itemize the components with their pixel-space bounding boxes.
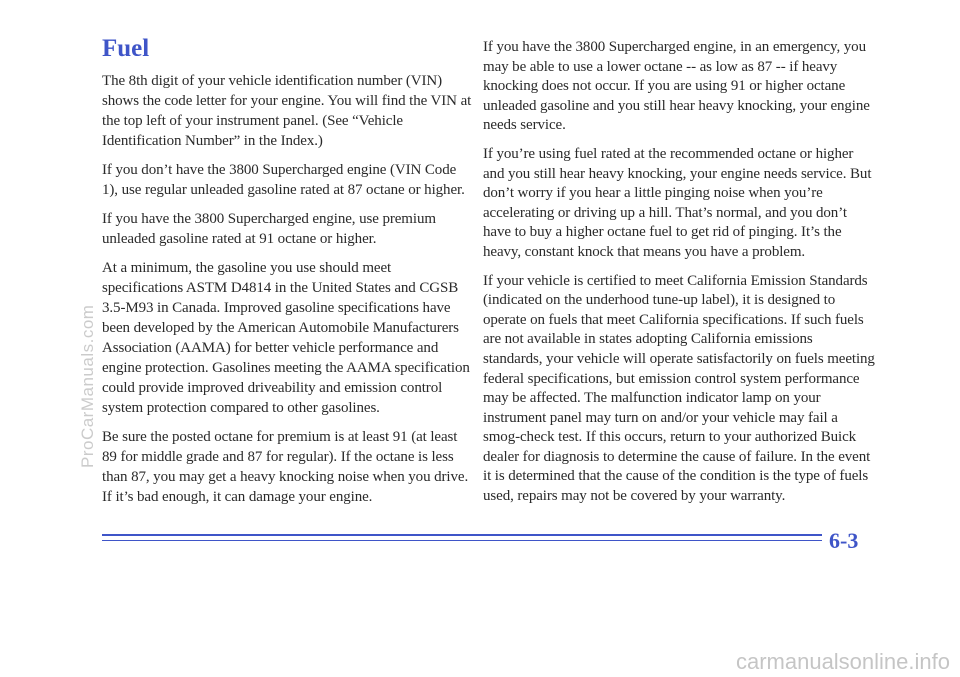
left-column (102, 34, 474, 516)
footer-watermark: carmanualsonline.info (735, 649, 950, 674)
page-number: 6-3 (829, 528, 859, 553)
footer-rule (102, 534, 822, 544)
paragraph: If your vehicle is certified to meet California Emission Standards (indicated on the underhood tune-up label), it is designed to operate on fuels that meet California specifications. If such fuels are not available in states adopting California emissions standards, your vehicle will operate satisfactorily on fuels meeting federal specifications, but emission control system performance may be affected. The malfunction indicator lamp on your instrument panel may turn on and/or your vehicle may fail a smog-check test. If this occurs, return to your authorized Buick dealer for diagnosis to determine the cause of failure. In the event it is determined that the cause of the condition is the type of fuels used, repairs may not be covered by your warranty. (483, 272, 875, 505)
section-heading: Fuel (102, 35, 150, 62)
paragraph: At a minimum, the gasoline you use should meet specifications ASTM D4814 in the United States and CGSB 3.5-M93 in Canada. Improved gasoline specifications have been developed by the American Automobile Manufacturers Association (AAMA) for better vehicle performance and engine protection. Gasolines meeting the AAMA specification could provide improved driveability and emission control system protection compared to other gasolines. (102, 260, 470, 416)
paragraph: If you have the 3800 Supercharged engine, in an emergency, you may be able to use a lower octane -- as low as 87 -- if heavy knocking does not occur. If you are using 91 or higher octane unleaded gasoline and you still hear heavy knocking, your engine needs service. (483, 39, 870, 134)
paragraph: Be sure the posted octane for premium is at least 91 (at least 89 for middle grade and 87 for regular). If the octane is less than 87, you may get a heavy knocking noise when you drive. If it’s bad enough, it can damage your engine. (102, 429, 469, 505)
paragraph: If you’re using fuel rated at the recommended octane or higher and you still hear heavy knocking, your engine needs service. But don’t worry if you hear a little pinging noise when you’re accelerating or driving up a hill. That’s normal, and you don’t have to buy a higher octane fuel to get rid of pinging. It’s the heavy, constant knock that means you have a problem. (483, 145, 872, 260)
paragraph: If you don’t have the 3800 Supercharged engine (VIN Code 1), use regular unleaded gasoline rated at 87 octane or higher. (102, 162, 465, 198)
right-column (483, 38, 875, 516)
paragraph: If you have the 3800 Supercharged engine, use premium unleaded gasoline rated at 91 octane or higher. (102, 211, 436, 247)
footer-rule-line (102, 534, 822, 536)
footer-rule-line (102, 540, 822, 541)
side-watermark: ProCarManuals.com (78, 304, 97, 468)
paragraph: The 8th digit of your vehicle identification number (VIN) shows the code letter for your engine. You will find the VIN at the top left of your instrument panel. (See “Vehicle Identification Number” in the Index.) (102, 73, 472, 149)
